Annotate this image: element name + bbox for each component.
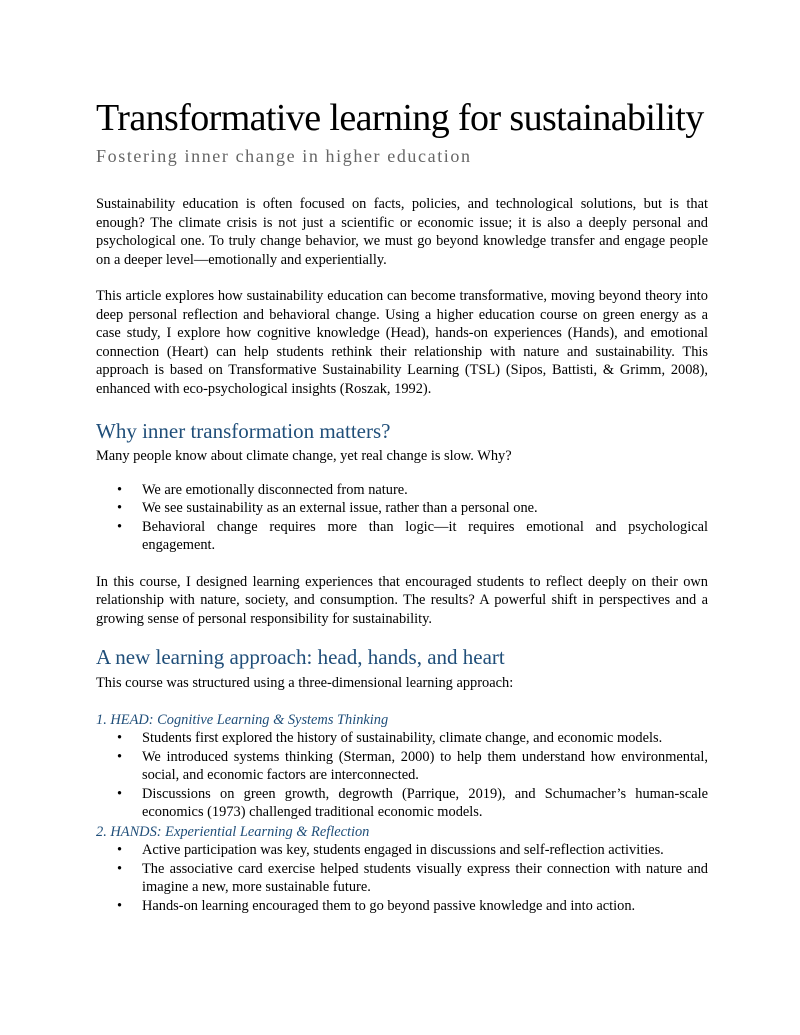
- intro-paragraph-2: This article explores how sustainability education can become transformative, moving beyond theory into deep personal reflection and behavioral change. Using a higher education course on green energy as a case study, I explore how cognitive knowledge (Head), hands-on experiences (Hands), and emotional connection (Heart) can help students rethink their relationship with nature and sustainability. This approach is based on Transformative Sustainability Learning (TSL) (Sipos, Battisti, & Grimm, 2008), enhanced with eco-psychological insights (Roszak, 1992).: [96, 288, 708, 397]
- bullet-icon: •: [117, 748, 123, 765]
- hands-bullet-list: [96, 841, 708, 915]
- list-item: • Active participation was key, students engaged in discussions and self-reflection activities.: [117, 842, 664, 858]
- list-item: • Discussions on green growth, degrowth (Parrique, 2019), and Schumacher’s human-scale economics (1973) challenged traditional economic models.: [117, 785, 708, 820]
- bullet-icon: •: [117, 897, 123, 914]
- list-item: • We see sustainability as an external issue, rather than a personal one.: [117, 500, 538, 516]
- intro-paragraph-1: Sustainability education is often focused on facts, policies, and technological solutions, but is that enough? The climate crisis is not just a scientific or economic issue; it is also a deeply personal and psychological one. To truly change behavior, we must go beyond knowledge transfer and engage people on a deeper level—emotionally and experientially.: [96, 196, 708, 268]
- bullet-icon: •: [117, 860, 123, 877]
- list-item: • Hands-on learning encouraged them to go beyond passive knowledge and into action.: [117, 897, 636, 914]
- list-item: • We introduced systems thinking (Sterman, 2000) to help them understand how environmental, social, and economic factors are interconnected.: [117, 748, 708, 783]
- subheading-head: 1. HEAD: Cognitive Learning & Systems Thinking: [96, 711, 389, 728]
- bullet-icon: •: [117, 842, 123, 858]
- article-body: [96, 96, 708, 915]
- subheading-hands: 2. HANDS: Experiential Learning & Reflection: [96, 823, 370, 840]
- section-why-intro: Many people know about climate change, yet real change is slow. Why?: [96, 448, 512, 464]
- section-heading-approach: A new learning approach: head, hands, and heart: [96, 645, 505, 669]
- head-bullet-list: [96, 729, 708, 822]
- list-item: • Behavioral change requires more than logic—it requires emotional and psychological engagement.: [117, 518, 708, 553]
- list-item: • Students first explored the history of sustainability, climate change, and economic models.: [117, 730, 663, 746]
- bullet-icon: •: [117, 500, 123, 516]
- bullet-icon: •: [117, 518, 123, 535]
- list-item: • We are emotionally disconnected from nature.: [117, 481, 408, 498]
- page-subtitle: Fostering inner change in higher education: [96, 146, 472, 166]
- bullet-icon: •: [117, 785, 123, 802]
- section-why-closing: In this course, I designed learning experiences that encouraged students to reflect deeply on their own relationship with nature, society, and consumption. The results? A powerful shift in perspectives and a growing sense of personal responsibility for sustainability.: [96, 573, 708, 627]
- section-heading-why: Why inner transformation matters?: [96, 419, 391, 443]
- section-approach-intro: This course was structured using a three-dimensional learning approach:: [96, 675, 514, 691]
- bullet-icon: •: [117, 481, 123, 498]
- bullet-icon: •: [117, 730, 123, 746]
- why-bullet-list: [96, 481, 708, 555]
- list-item: • The associative card exercise helped students visually express their connection with nature and imagine a new, more sustainable future.: [117, 860, 708, 895]
- page-title: Transformative learning for sustainability: [96, 97, 704, 139]
